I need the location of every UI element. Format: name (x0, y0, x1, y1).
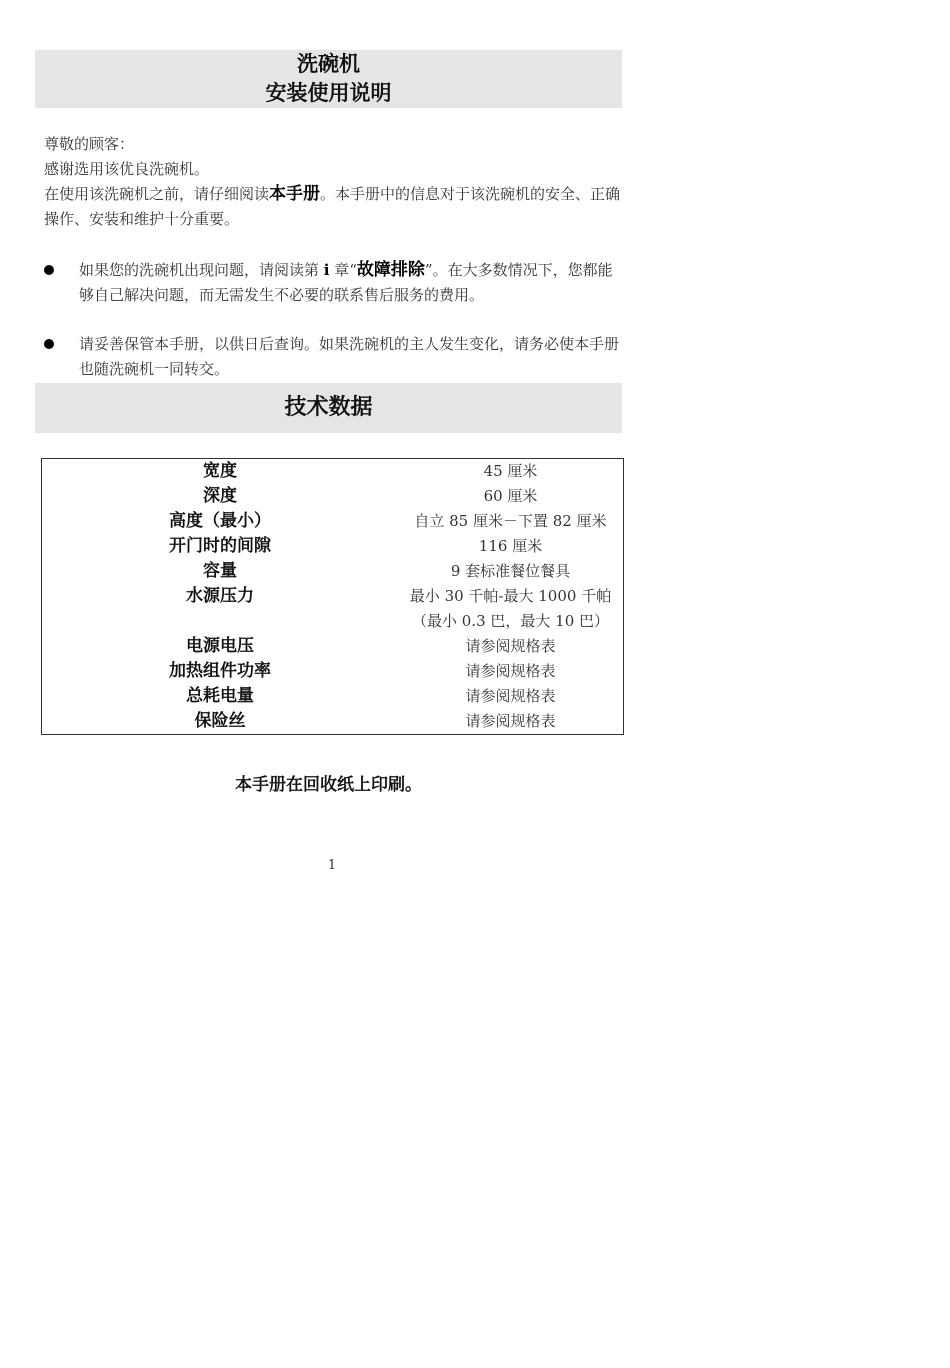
title-banner (35, 50, 622, 108)
spec-label (42, 559, 398, 584)
title-line-2: 安装使用说明 (265, 81, 392, 105)
table-row (42, 484, 623, 509)
bullet-icon (44, 339, 54, 349)
spec-value: 请参阅规格表 (465, 712, 556, 730)
tech-heading: 技术数据 (284, 395, 373, 420)
spec-label-text: 电源电压 (186, 636, 254, 656)
table-row (42, 534, 623, 559)
spec-label (42, 634, 398, 659)
b1-chapter: i (323, 261, 330, 279)
spec-label (42, 484, 398, 509)
spec-value: 116 厘米 (478, 537, 543, 555)
spec-value: 最小 30 千帕-最大 1000 千帕 (409, 587, 612, 605)
spec-label-text: 总耗电量 (186, 686, 254, 706)
title-line-1: 洗碗机 (297, 52, 360, 76)
spec-label (42, 509, 398, 534)
spec-label-text: 水源压力 (186, 586, 254, 606)
spec-value: 9 套标准餐位餐具 (450, 562, 571, 580)
page-number: 1 (327, 858, 337, 873)
spec-value: 请参阅规格表 (465, 662, 556, 680)
recycled-note: 本手册在回收纸上印刷。 (235, 775, 422, 795)
read-bold: 本手册 (269, 184, 321, 204)
tech-heading-banner (35, 383, 622, 433)
table-row (42, 459, 623, 484)
b1-bold: 故障排除 (356, 260, 425, 280)
table-row (42, 634, 623, 659)
bullet-icon (44, 265, 54, 275)
spec-label (42, 459, 398, 484)
spec-label (42, 709, 398, 734)
read-pre: 在使用该洗碗机之前，请仔细阅读 (44, 185, 270, 203)
b1-pre: 如果您的洗碗机出现问题，请阅读第 (79, 261, 324, 279)
table-row (42, 609, 623, 634)
thanks-text: 感谢选用该优良洗碗机。 (44, 160, 210, 178)
list-item-keep-manual (44, 332, 624, 382)
spec-label-text: 高度（最小） (169, 511, 271, 531)
spec-label (42, 684, 398, 709)
spec-label-text: 容量 (203, 561, 237, 581)
spec-label-text: 开门时的间隙 (169, 536, 271, 556)
spec-value: 45 厘米 (483, 462, 538, 480)
spec-label (42, 584, 398, 609)
table-row (42, 709, 623, 734)
table-row (42, 684, 623, 709)
spec-label-text: 宽度 (203, 461, 237, 481)
greeting: 尊敬的顾客： (44, 135, 135, 153)
spec-value: 请参阅规格表 (465, 687, 556, 705)
spec-label-text: 深度 (203, 486, 237, 506)
read-manual-paragraph (44, 182, 624, 232)
spec-label (42, 534, 398, 559)
spec-value: 自立 85 厘米－下置 82 厘米 (414, 512, 607, 530)
spec-value: 请参阅规格表 (465, 637, 556, 655)
spec-value: 60 厘米 (483, 487, 538, 505)
list-item-troubleshooting (44, 258, 624, 308)
spec-value: （最小 0.3 巴，最大 10 巴） (411, 612, 609, 630)
b1-mid: 章“ (329, 261, 357, 279)
b1-post: ”。在大多数情况下，您都能够自己解决问题，而无需发生不必要的联系售后服务的费用。 (79, 261, 613, 304)
read-post: 。本手册中的信息对于该洗碗机的安全、正确操作、安装和维护十分重要。 (44, 185, 621, 228)
table-row (42, 559, 623, 584)
table-row (42, 584, 623, 609)
table-row (42, 659, 623, 684)
spec-label-text: 加热组件功率 (169, 661, 271, 681)
spec-table (41, 458, 624, 735)
spec-label (42, 609, 398, 634)
table-row (42, 509, 623, 534)
b2-text: 请妥善保管本手册，以供日后查询。如果洗碗机的主人发生变化，请务必使本手册也随洗碗机一同转交。 (79, 335, 620, 378)
spec-label-text: 保险丝 (194, 711, 246, 731)
spec-label (42, 659, 398, 684)
